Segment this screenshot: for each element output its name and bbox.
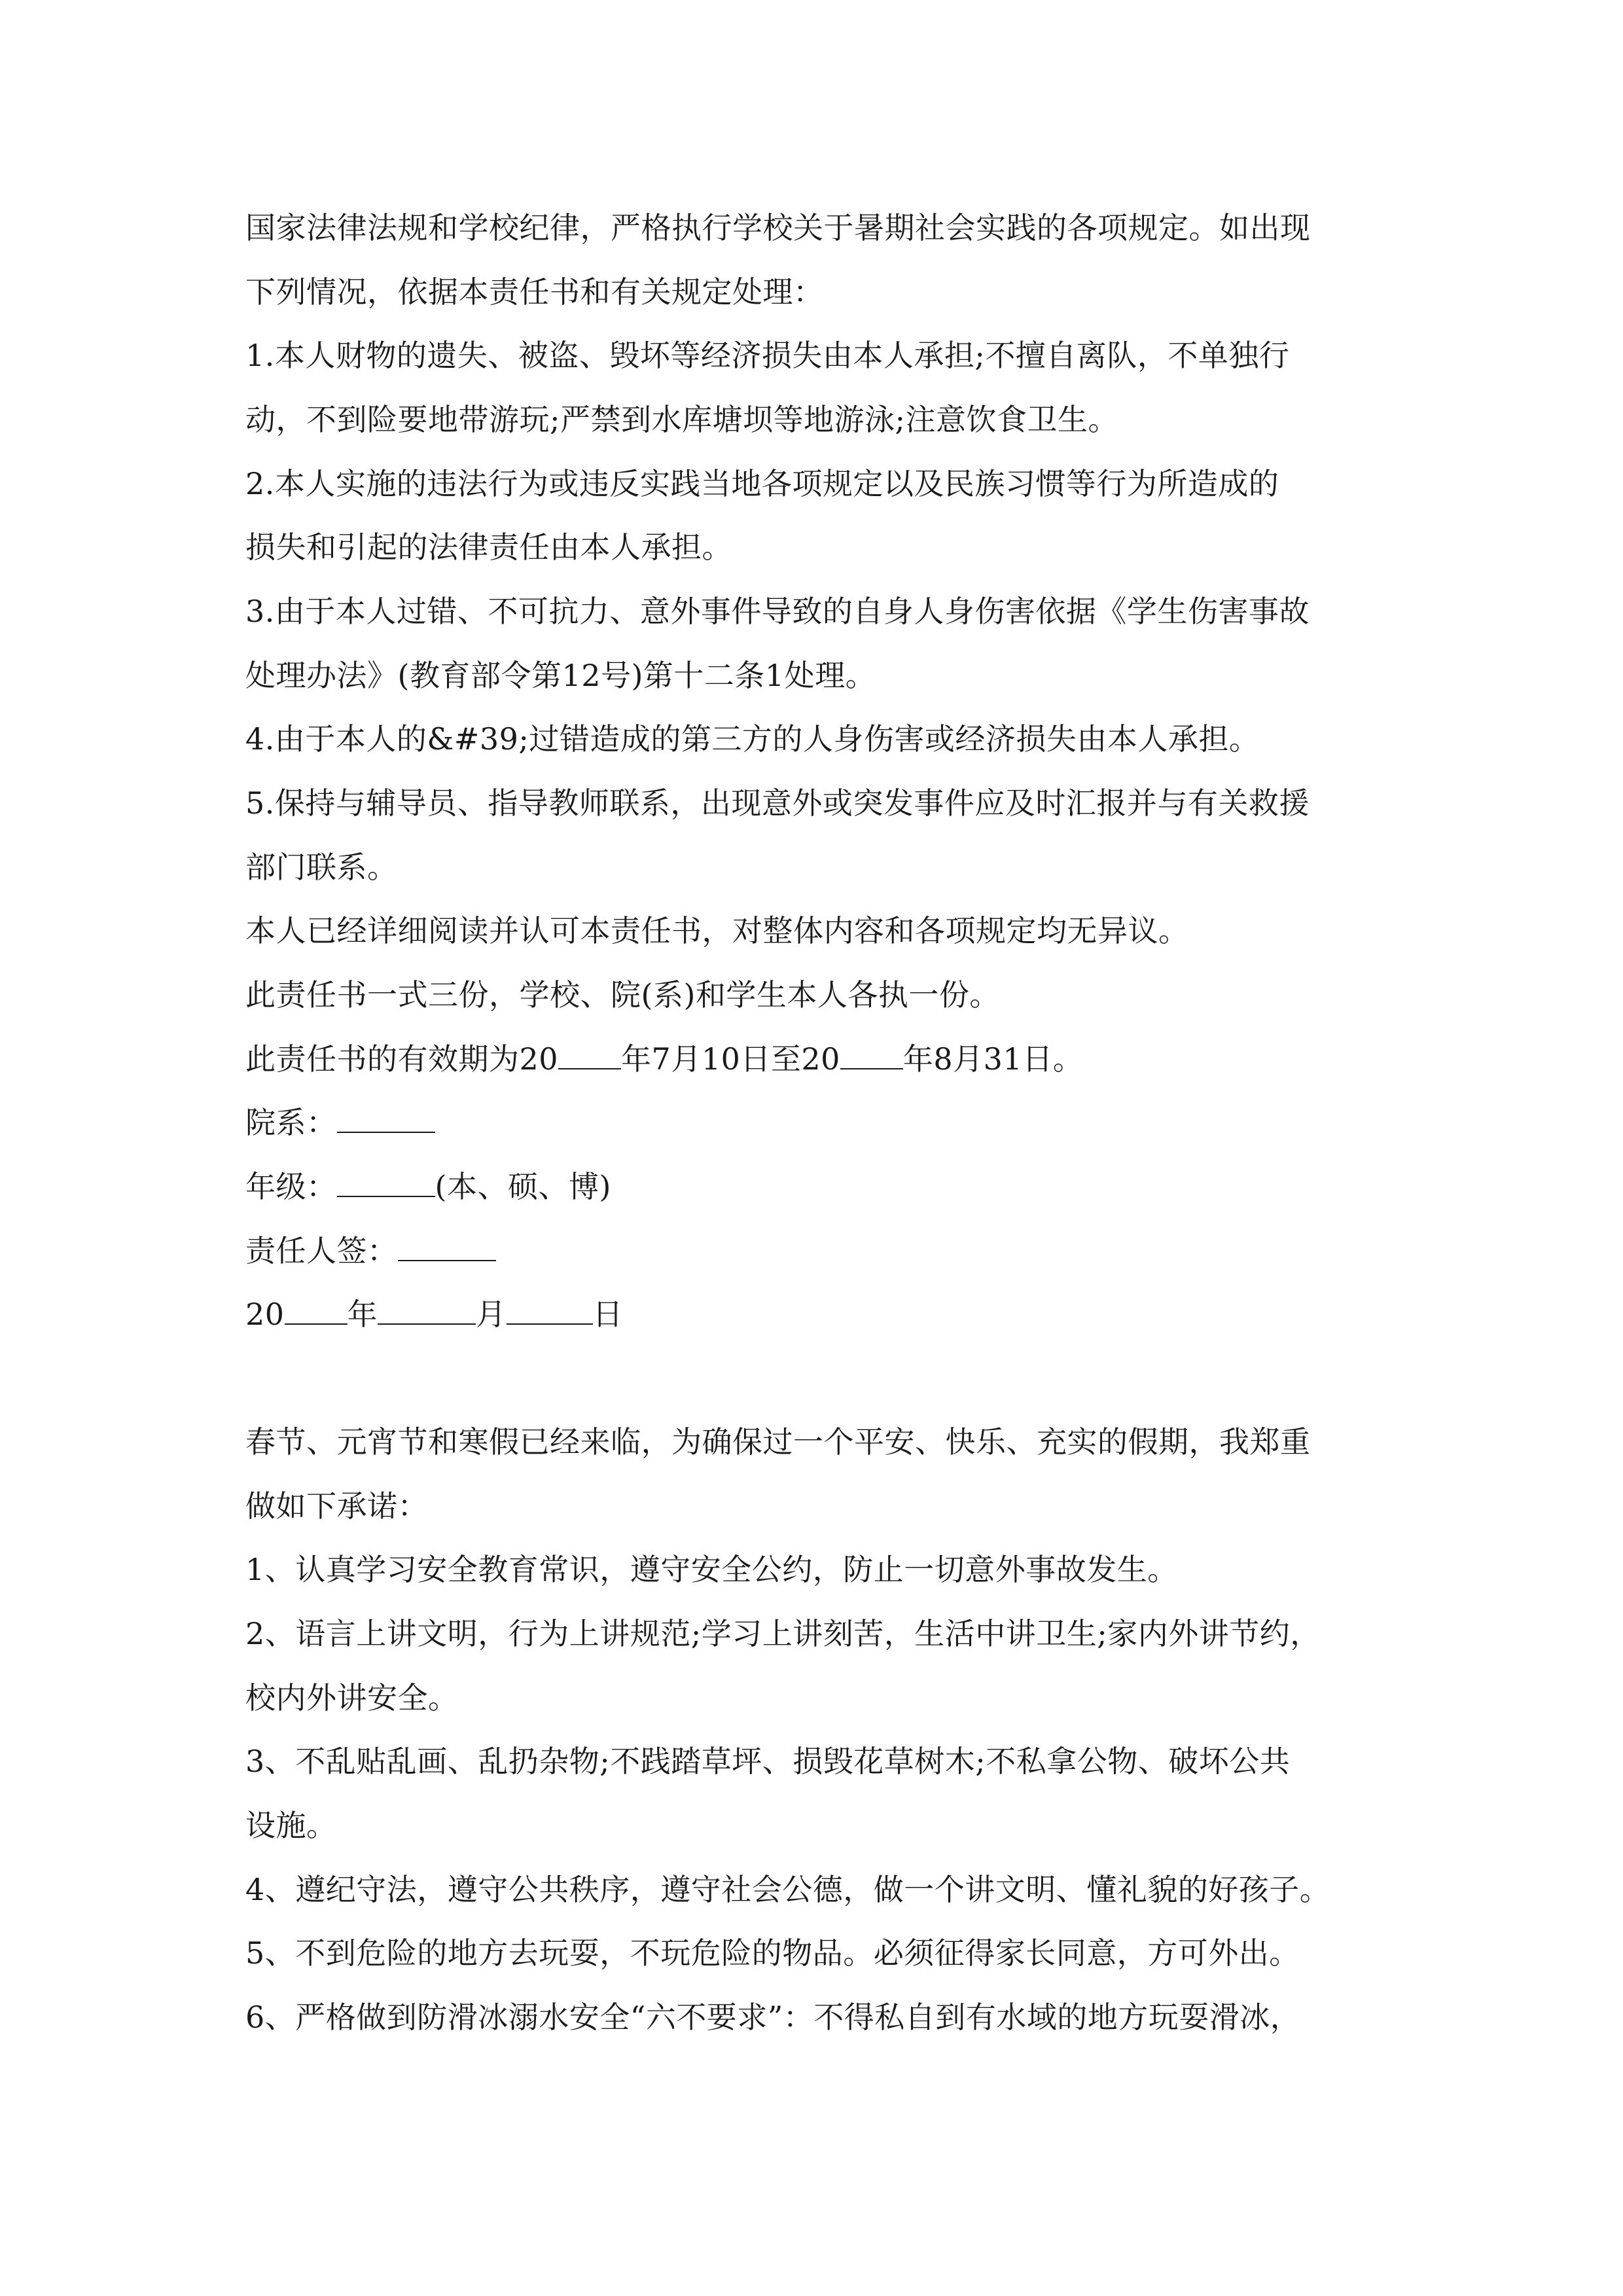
text-line: 春节、元宵节和寒假已经来临，为确保过一个平安、快乐、充实的假期，我郑重 bbox=[245, 1424, 1311, 1460]
validity-line bbox=[245, 1039, 1083, 1079]
signature-label: 责任人签： bbox=[245, 1233, 398, 1268]
text-line: 损失和引起的法律责任由本人承担。 bbox=[245, 529, 732, 565]
year-blank bbox=[285, 1297, 348, 1325]
year-blank bbox=[558, 1042, 621, 1069]
signature-blank bbox=[398, 1234, 496, 1261]
grade-blank bbox=[337, 1170, 435, 1197]
text-line: 3.由于本人过错、不可抗力、意外事件导致的自身人身伤害依据《学生伤害事故 bbox=[245, 594, 1310, 629]
text-line: 5.保持与辅导员、指导教师联系，出现意外或突发事件应及时汇报并与有关救援 bbox=[245, 785, 1310, 821]
date-year-prefix: 20 bbox=[245, 1297, 285, 1332]
department-label: 院系： bbox=[245, 1105, 337, 1140]
date-year: 年 bbox=[347, 1297, 378, 1332]
text-line: 4.由于本人的&#39;过错造成的第三方的人身伤害或经济损失由本人承担。 bbox=[245, 721, 1260, 757]
signature-line bbox=[245, 1231, 496, 1270]
grade-line bbox=[245, 1167, 611, 1206]
department-line bbox=[245, 1103, 435, 1142]
text-line: 动，不到险要地带游玩;严禁到水库塘坝等地游泳;注意饮食卫生。 bbox=[245, 402, 1118, 437]
validity-prefix: 此责任书的有效期为20 bbox=[245, 1041, 559, 1077]
text-line: 4、遵纪守法，遵守公共秩序，遵守社会公德，做一个讲文明、懂礼貌的好孩子。 bbox=[245, 1872, 1330, 1907]
grade-label: 年级： bbox=[245, 1169, 337, 1204]
year-blank bbox=[840, 1042, 903, 1069]
text-line: 处理办法》(教育部令第12号)第十二条1处理。 bbox=[245, 658, 876, 693]
text-line: 此责任书一式三份，学校、院(系)和学生本人各执一份。 bbox=[245, 977, 1000, 1013]
date-line bbox=[245, 1295, 623, 1334]
text-line: 1.本人财物的遗失、被盗、毁坏等经济损失由本人承担;不擅自离队，不单独行 bbox=[245, 338, 1290, 373]
grade-options: (本、硕、博) bbox=[435, 1169, 611, 1204]
text-line: 做如下承诺： bbox=[245, 1488, 428, 1524]
text-line: 6、严格做到防滑冰溺水安全“六不要求”：不得私自到有水域的地方玩耍滑冰， bbox=[245, 2000, 1301, 2035]
text-line: 部门联系。 bbox=[245, 850, 398, 885]
validity-mid: 年7月10日至20 bbox=[621, 1041, 840, 1077]
date-day: 日 bbox=[592, 1297, 624, 1332]
department-blank bbox=[337, 1105, 435, 1133]
text-line: 校内外讲安全。 bbox=[245, 1680, 459, 1715]
text-line: 设施。 bbox=[245, 1808, 337, 1843]
text-line: 3、不乱贴乱画、乱扔杂物;不践踏草坪、损毁花草树木;不私拿公物、破坏公共 bbox=[245, 1744, 1291, 1779]
text-line: 2、语言上讲文明，行为上讲规范;学习上讲刻苦，生活中讲卫生;家内外讲节约， bbox=[245, 1616, 1321, 1651]
day-blank bbox=[507, 1297, 593, 1325]
text-line: 国家法律法规和学校纪律，严格执行学校关于暑期社会实践的各项规定。如出现 bbox=[245, 210, 1311, 245]
text-line: 5、不到危险的地方去玩耍，不玩危险的物品。必须征得家长同意，方可外出。 bbox=[245, 1935, 1300, 1971]
text-line: 2.本人实施的违法行为或违反实践当地各项规定以及民族习惯等行为所造成的 bbox=[245, 466, 1279, 501]
text-line: 本人已经详细阅读并认可本责任书，对整体内容和各项规定均无异议。 bbox=[245, 913, 1189, 948]
date-month: 月 bbox=[476, 1297, 507, 1332]
month-blank bbox=[378, 1297, 476, 1325]
text-line: 1、认真学习安全教育常识，遵守安全公约，防止一切意外事故发生。 bbox=[245, 1552, 1178, 1587]
text-line: 下列情况，依据本责任书和有关规定处理： bbox=[245, 274, 824, 310]
validity-suffix: 年8月31日。 bbox=[902, 1041, 1084, 1077]
